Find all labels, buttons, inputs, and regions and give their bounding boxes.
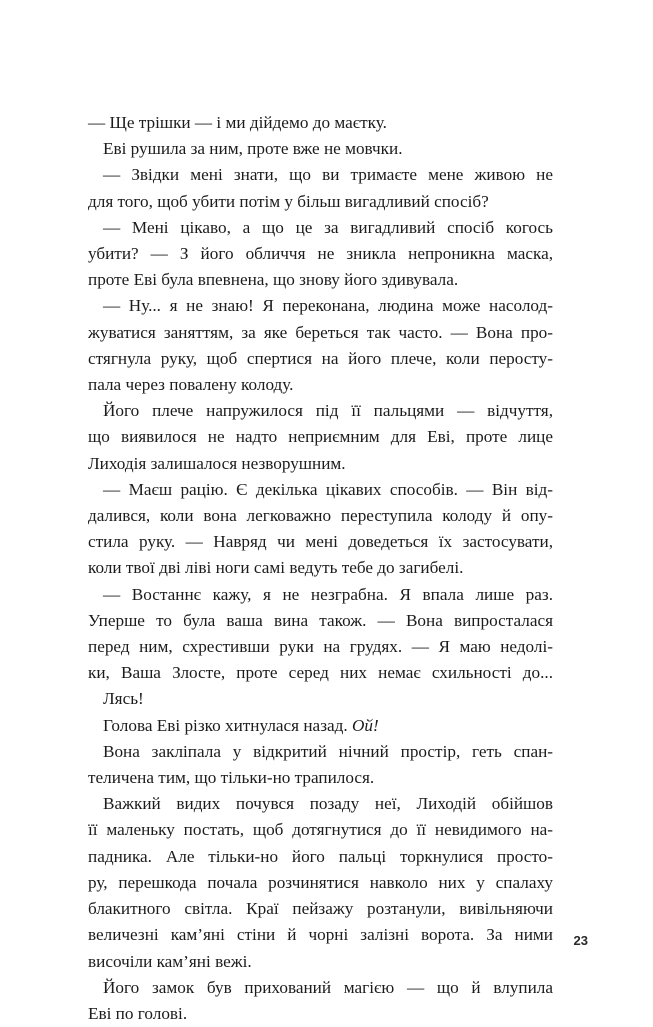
text-line: що виявилося не надто неприємним для Еві, проте лице <box>88 427 553 447</box>
text-line: убити? — З його обличчя не зникла непроникна маска, <box>88 244 553 264</box>
text-line: падника. Але тільки-но його пальці торкнулися просто- <box>88 846 553 866</box>
text-line: величезні кам’яні стіни й чорні залізні ворота. За ними <box>88 925 553 945</box>
text-line: жуватися заняттям, за яке береться так часто. — Вона про- <box>88 322 553 342</box>
text-line: Важкий видих почувся позаду неї, Лиходій обійшов <box>103 794 553 814</box>
emphasis-text: Ой! <box>351 715 379 735</box>
text-line: коли твої дві ліві ноги самі ведуть тебе до загибелі. <box>88 558 464 578</box>
text-line: ки, Ваша Злосте, проте серед них немає схильності до... <box>88 663 553 683</box>
text-line: для того, щоб убити потім у більш вигадливий спосіб? <box>88 191 489 211</box>
text-line: Лясь! <box>103 689 144 709</box>
book-page-text <box>88 110 553 1027</box>
text-line: Його замок був прихований магією — що й влупила <box>103 977 553 997</box>
paragraph <box>88 215 553 294</box>
text-line <box>88 713 553 739</box>
text-line: її маленьку постать, щоб дотягнутися до її невидимого на- <box>88 820 553 840</box>
text-line: далився, коли вона легковажно переступила колоду й опу- <box>88 506 553 526</box>
text-line: Лиходія залишалося незворушним. <box>88 453 346 473</box>
text-line: Вона закліпала у відкритий нічний простір, геть спан- <box>103 741 553 761</box>
paragraph <box>88 162 553 214</box>
text-line: — Ну... я не знаю! Я переконана, людина може насолод- <box>103 296 553 316</box>
text-line: — Востаннє кажу, я не незграбна. Я впала лише раз. <box>103 584 553 604</box>
paragraph <box>88 110 553 136</box>
paragraph <box>88 293 553 398</box>
text-line: — Мені цікаво, а що це за вигадливий спосіб когось <box>103 217 553 237</box>
text-run: Голова Еві різко хитнулася назад. <box>103 715 352 735</box>
paragraph <box>88 136 553 162</box>
text-line: — Ще трішки — і ми дійдемо до маєтку. <box>88 113 387 132</box>
paragraph <box>88 791 553 974</box>
text-line: блакитного світла. Краї пейзажу розтанули, вивільняючи <box>88 899 553 919</box>
text-line: — Звідки мені знати, що ви тримаєте мене живою не <box>103 165 553 185</box>
paragraph <box>88 975 553 1027</box>
text-line: стила руку. — Навряд чи мені доведеться їх застосувати, <box>88 532 553 552</box>
text-line: височіли кам’яні вежі. <box>88 951 252 971</box>
paragraph <box>88 713 553 739</box>
page-number: 23 <box>573 933 588 948</box>
text-line: пала через повалену колоду. <box>88 375 294 395</box>
text-line: Уперше то була ваша вина також. — Вона випросталася <box>88 610 553 630</box>
text-line: Його плече напружилося під її пальцями — відчуття, <box>103 401 553 421</box>
paragraph <box>88 582 553 687</box>
paragraph <box>88 686 553 712</box>
text-line: — Маєш рацію. Є декілька цікавих способів. — Він від- <box>103 479 553 499</box>
paragraph <box>88 398 553 477</box>
text-line: перед ним, схрестивши руки на грудях. — Я маю недолі- <box>88 637 553 657</box>
text-line: ру, перешкода почала розчинятися навколо них у спалаху <box>88 872 553 892</box>
paragraph <box>88 739 553 791</box>
text-line: Еві по голові. <box>88 1003 188 1023</box>
text-line: теличена тим, що тільки-но трапилося. <box>88 768 375 788</box>
text-line: стягнула руку, щоб спертися на його плече, коли перосту- <box>88 348 553 368</box>
text-line: Еві рушила за ним, проте вже не мовчки. <box>103 139 403 159</box>
paragraph <box>88 477 553 582</box>
text-line: проте Еві була впевнена, що знову його здивувала. <box>88 270 459 290</box>
